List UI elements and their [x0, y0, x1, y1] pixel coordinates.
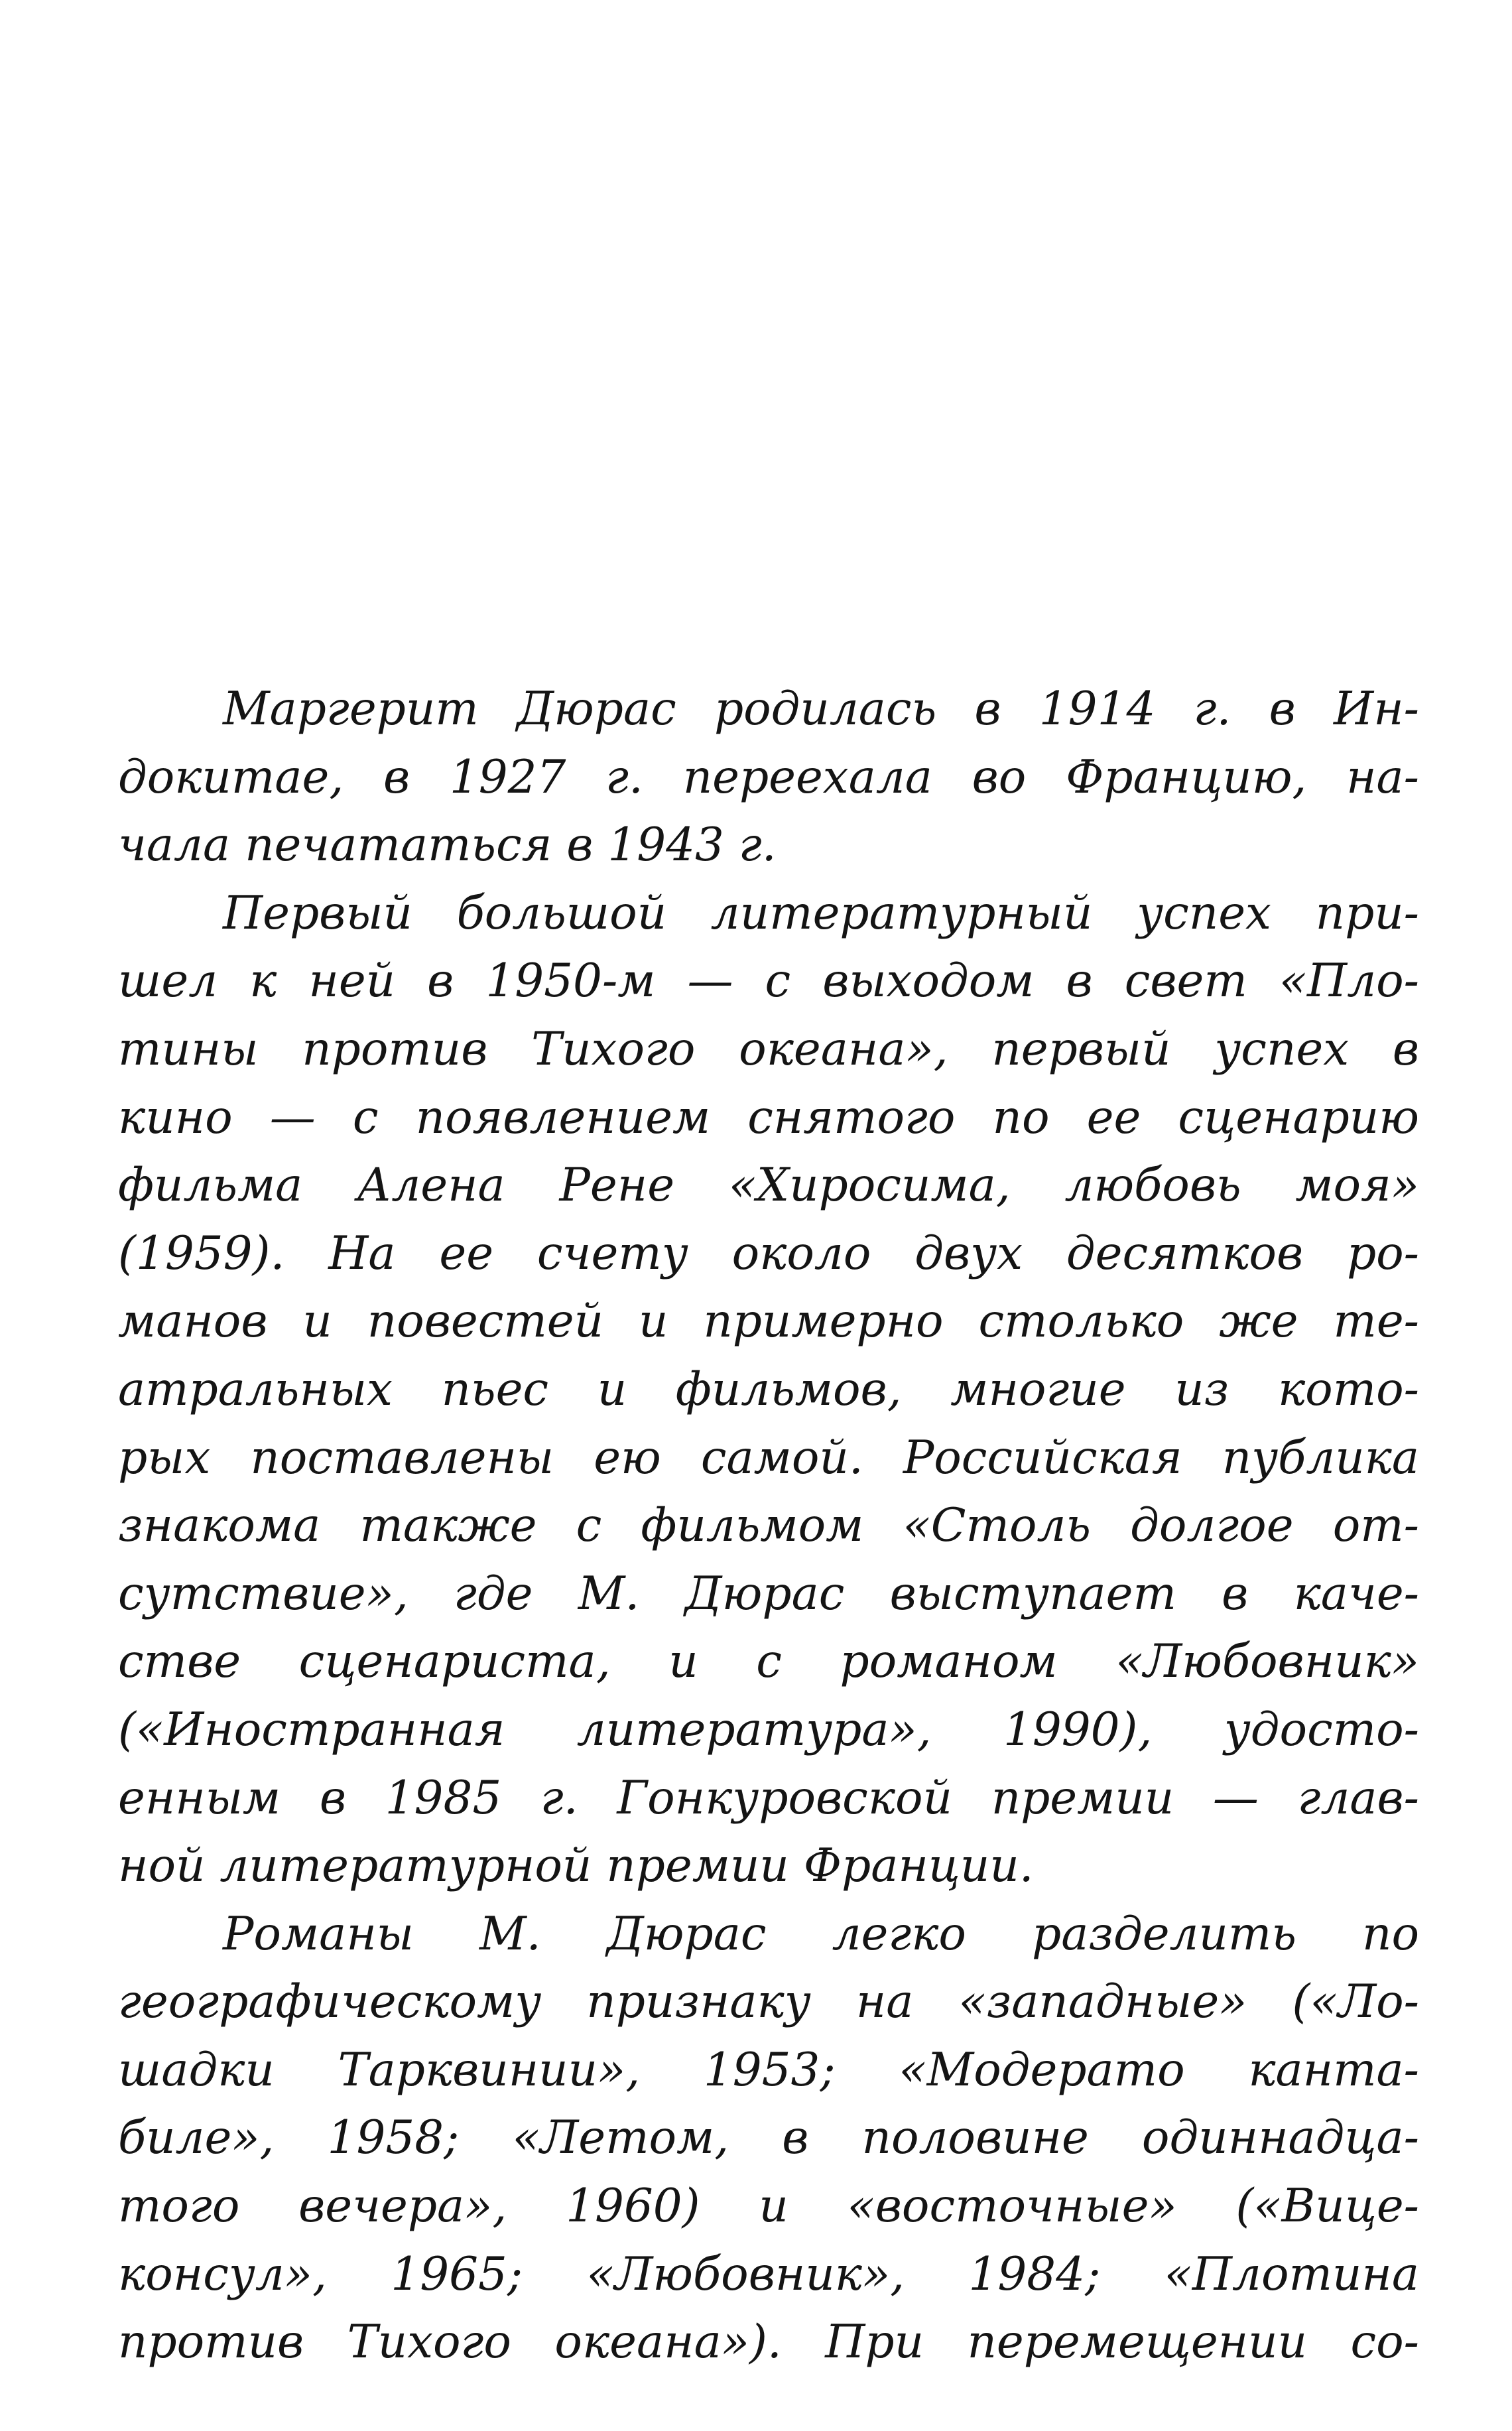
text-line: того вечера», 1960) и «восточные» («Вице- — [118, 2180, 1419, 2233]
text-line: против Тихого океана»). При перемещении со- — [118, 2316, 1419, 2369]
text-line: шел к ней в 1950-м — с выходом в свет «Пло- — [118, 954, 1419, 1008]
text-line: Романы М. Дюрас легко разделить по — [223, 1907, 1419, 1961]
text-line: сутствие», где М. Дюрас выступает в каче- — [118, 1567, 1419, 1620]
paragraph-3 — [118, 1900, 1419, 2377]
text-line: ной литературной премии Франции. — [118, 1839, 1034, 1893]
text-line: («Иностранная литература», 1990), удосто- — [118, 1703, 1419, 1756]
text-line: шадки Тарквинии», 1953; «Модерато канта- — [118, 2043, 1419, 2097]
text-line: (1959). На ее счету около двух десятков ро- — [118, 1226, 1419, 1280]
text-line: Маргерит Дюрас родилась в 1914 г. в Ин- — [223, 683, 1419, 736]
text-line: знакома также с фильмом «Столь долгое от- — [118, 1499, 1419, 1553]
paragraph-2 — [118, 880, 1419, 1900]
text-line: биле», 1958; «Летом, в половине одиннадца- — [118, 2111, 1419, 2165]
text-line: енным в 1985 г. Гонкуровской премии — глав- — [118, 1771, 1419, 1825]
text-line: фильма Алена Рене «Хиросима, любовь моя» — [118, 1159, 1419, 1213]
text-line: атральных пьес и фильмов, многие из кото- — [118, 1362, 1419, 1416]
text-line: Первый большой литературный успех при- — [223, 886, 1419, 940]
text-line: кино — с появлением снятого по ее сценарию — [118, 1090, 1419, 1144]
text-line: консул», 1965; «Любовник», 1984; «Плотина — [118, 2247, 1419, 2301]
text-line: рых поставлены ею самой. Российская публика — [118, 1431, 1419, 1484]
text-line: стве сценариста, и с романом «Любовник» — [118, 1635, 1419, 1689]
body-text — [118, 675, 1419, 2377]
text-line: тины против Тихого океана», первый успех в — [118, 1022, 1419, 1076]
text-line: чала печататься в 1943 г. — [118, 819, 777, 872]
text-line: географическому признаку на «западные» («Ло- — [118, 1975, 1419, 2029]
text-line: манов и повестей и примерно столько же те- — [118, 1295, 1419, 1348]
paragraph-1 — [118, 675, 1419, 880]
text-line: докитае, в 1927 г. переехала во Францию, на- — [118, 750, 1419, 804]
